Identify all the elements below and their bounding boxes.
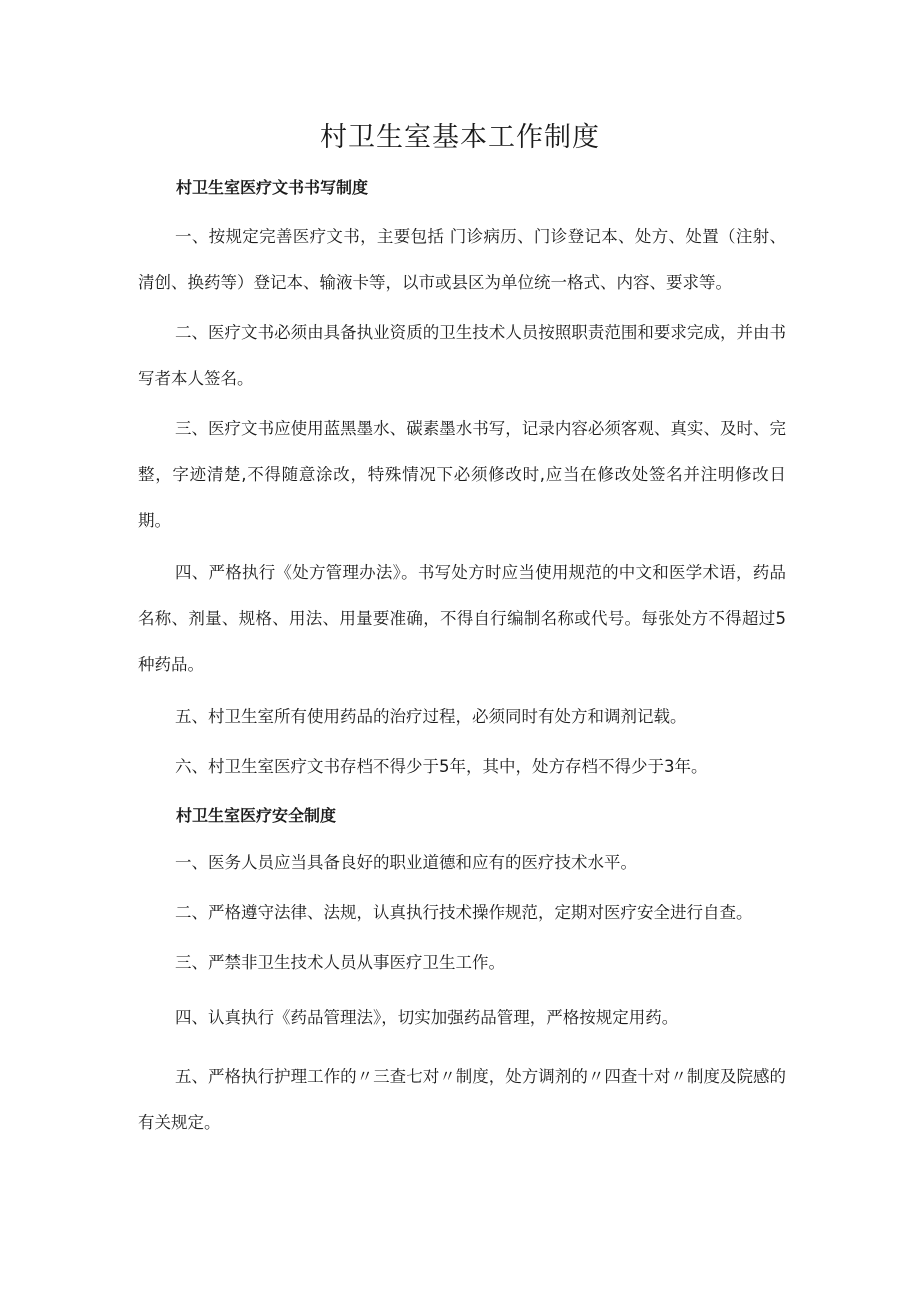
section-heading-medical-records: 村卫生室医疗文书书写制度 (176, 178, 369, 197)
paragraph: 二、医疗文书必须由具备执业资质的卫生技术人员按照职责范围和要求完成，并由书写者本人签名。 (138, 323, 786, 388)
paragraph: 三、严禁非卫生技术人员从事医疗卫生工作。 (175, 953, 505, 972)
paragraph: 四、认真执行《药品管理法》，切实加强药品管理，严格按规定用药。 (175, 1008, 679, 1027)
paragraph: 二、严格遵守法律、法规，认真执行技术操作规范，定期对医疗安全进行自查。 (175, 903, 753, 922)
paragraph: 六、村卫生室医疗文书存档不得少于5年，其中，处方存档不得少于3年。 (175, 757, 708, 776)
paragraph: 五、村卫生室所有使用药品的治疗过程，必须同时有处方和调剂记载。 (175, 707, 687, 726)
paragraph: 一、医务人员应当具备良好的职业道德和应有的医疗技术水平。 (175, 853, 637, 872)
section-heading-medical-safety: 村卫生室医疗安全制度 (176, 806, 337, 825)
paragraph: 三、医疗文书应使用蓝黑墨水、碳素墨水书写，记录内容必须客观、真实、及时、完整，字迹清楚,不得随意涂改，特殊情况下必须修改时,应当在修改处签名并注明修改日期。 (138, 419, 786, 530)
paragraph: 四、严格执行《处方管理办法》。书写处方时应当使用规范的中文和医学术语，药品名称、剂量、规格、用法、用量要准确，不得自行编制名称或代号。每张处方不得超过5种药品。 (138, 563, 786, 674)
paragraph: 五、严格执行护理工作的〃三查七对〃制度，处方调剂的〃四查十对〃制度及院感的有关规定。 (138, 1067, 786, 1132)
paragraph: 一、按规定完善医疗文书，主要包括 门诊病历、门诊登记本、处方、处置（注射、清创、换药等）登记本、输液卡等，以市或县区为单位统一格式、内容、要求等。 (138, 227, 786, 292)
page-title: 村卫生室基本工作制度 (320, 122, 600, 153)
